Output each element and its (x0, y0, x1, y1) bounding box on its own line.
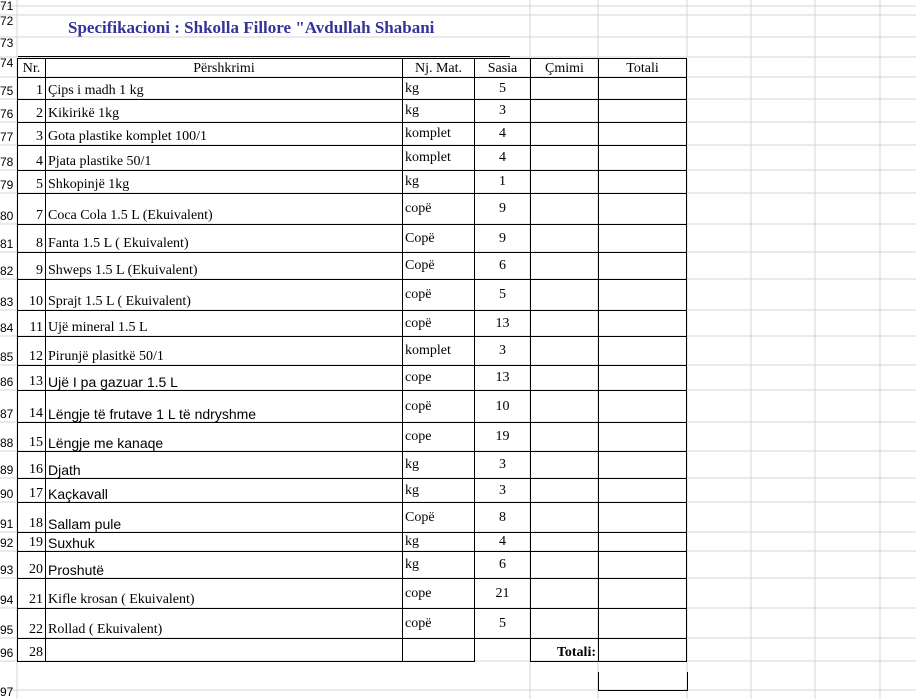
cell-price[interactable] (531, 78, 599, 100)
row-header[interactable]: 85 (0, 351, 14, 363)
cell-description[interactable]: Sprajt 1.5 L ( Ekuivalent) (46, 280, 403, 311)
cell-nr[interactable]: 3 (18, 123, 46, 146)
cell-quantity[interactable]: 4 (475, 146, 531, 171)
cell-description[interactable]: Shkopinjë 1kg (46, 171, 403, 194)
cell-price[interactable] (531, 391, 599, 423)
cell-quantity[interactable]: 6 (475, 253, 531, 280)
total-label[interactable]: Totali: (531, 639, 599, 662)
cell-unit[interactable]: cope (403, 366, 475, 391)
cell-quantity[interactable]: 3 (475, 100, 531, 123)
row-header[interactable]: 96 (0, 647, 14, 659)
table-row (18, 311, 687, 337)
row-header[interactable]: 78 (0, 156, 14, 168)
cell-total[interactable] (599, 146, 687, 171)
cell-price[interactable] (531, 280, 599, 311)
row-header[interactable]: 71 (0, 0, 14, 12)
spec-table (17, 58, 687, 662)
title-underline (18, 56, 510, 57)
table-row (18, 337, 687, 366)
table-row (18, 552, 687, 579)
cell-quantity[interactable]: 10 (475, 391, 531, 423)
cell-description[interactable]: Lëngje me kanaqe (46, 423, 403, 452)
cell-quantity[interactable]: 6 (475, 552, 531, 579)
cell-description[interactable]: Ujë I pa gazuar 1.5 L (46, 366, 403, 391)
cell-description[interactable]: Ujë mineral 1.5 L (46, 311, 403, 337)
cell-description[interactable]: Pjata plastike 50/1 (46, 146, 403, 171)
cell-unit[interactable]: kg (403, 171, 475, 194)
cell-nr[interactable]: 11 (18, 311, 46, 337)
cell-description[interactable]: Fanta 1.5 L ( Ekuivalent) (46, 225, 403, 253)
row-header[interactable]: 84 (0, 322, 14, 334)
cell-quantity[interactable]: 21 (475, 579, 531, 609)
cell-description[interactable]: Kaçkavall (46, 479, 403, 503)
cell-total[interactable] (599, 123, 687, 146)
table-row (18, 366, 687, 391)
cell-price[interactable] (531, 609, 599, 639)
cell-price[interactable] (531, 146, 599, 171)
cell-price[interactable] (531, 552, 599, 579)
cell-description[interactable]: Gota plastike komplet 100/1 (46, 123, 403, 146)
row-header[interactable]: 86 (0, 376, 14, 388)
header-total[interactable]: Totali (599, 59, 687, 78)
table-row (18, 423, 687, 452)
header-unit[interactable]: Nj. Mat. (403, 59, 475, 78)
table-row (18, 171, 687, 194)
cell-nr[interactable]: 9 (18, 253, 46, 280)
cell-unit[interactable]: copë (403, 391, 475, 423)
row-header[interactable]: 72 (0, 15, 14, 27)
row-header[interactable]: 79 (0, 179, 14, 191)
cell-total[interactable] (599, 452, 687, 479)
cell-total[interactable] (599, 194, 687, 225)
cell-quantity[interactable]: 5 (475, 280, 531, 311)
cell-unit[interactable]: cope (403, 423, 475, 452)
table-row (18, 391, 687, 423)
table-row (18, 579, 687, 609)
cell-total[interactable] (599, 311, 687, 337)
cell-price[interactable] (531, 194, 599, 225)
table-row (18, 280, 687, 311)
cell-nr[interactable]: 22 (18, 609, 46, 639)
cell-quantity[interactable]: 13 (475, 366, 531, 391)
cell-price[interactable] (531, 452, 599, 479)
row-header[interactable]: 75 (0, 85, 14, 97)
cell-nr[interactable]: 10 (18, 280, 46, 311)
cell-unit[interactable]: copë (403, 311, 475, 337)
cell-quantity[interactable] (475, 639, 531, 662)
table-row (18, 609, 687, 639)
row-header[interactable]: 82 (0, 265, 14, 277)
table-row (18, 225, 687, 253)
cell-description[interactable]: Djath (46, 452, 403, 479)
cell-quantity[interactable]: 8 (475, 503, 531, 533)
cell-description[interactable]: Çips i madh 1 kg (46, 78, 403, 100)
cell-quantity[interactable]: 4 (475, 533, 531, 552)
table-row (18, 479, 687, 503)
cell-nr[interactable]: 16 (18, 452, 46, 479)
cell-nr[interactable]: 7 (18, 194, 46, 225)
row-header[interactable]: 91 (0, 518, 14, 530)
row-header[interactable]: 74 (0, 57, 14, 69)
header-description[interactable]: Përshkrimi (46, 59, 403, 78)
cell-nr[interactable]: 2 (18, 100, 46, 123)
table-row (18, 194, 687, 225)
cell-unit[interactable]: copë (403, 280, 475, 311)
table-row (18, 78, 687, 100)
cell-unit[interactable]: copë (403, 609, 475, 639)
cell-quantity[interactable]: 3 (475, 337, 531, 366)
table-row-final (18, 639, 687, 662)
cell-price[interactable] (531, 311, 599, 337)
cell-nr[interactable]: 8 (18, 225, 46, 253)
cell-quantity[interactable]: 3 (475, 479, 531, 503)
row-header[interactable]: 92 (0, 537, 14, 549)
cell-quantity[interactable]: 5 (475, 609, 531, 639)
table-row (18, 100, 687, 123)
cell-nr[interactable]: 17 (18, 479, 46, 503)
cell-quantity[interactable]: 1 (475, 171, 531, 194)
cell-nr[interactable]: 21 (18, 579, 46, 609)
row-header[interactable]: 83 (0, 296, 14, 308)
cell-description[interactable]: Rollad ( Ekuivalent) (46, 609, 403, 639)
cell-total[interactable] (599, 78, 687, 100)
cell-description[interactable]: Coca Cola 1.5 L (Ekuivalent) (46, 194, 403, 225)
cell-quantity[interactable]: 13 (475, 311, 531, 337)
cell-description[interactable]: Shweps 1.5 L (Ekuivalent) (46, 253, 403, 280)
cell-quantity[interactable]: 9 (475, 194, 531, 225)
table-row (18, 123, 687, 146)
cell-unit[interactable]: Copë (403, 503, 475, 533)
cell-price[interactable] (531, 533, 599, 552)
cell-unit[interactable]: kg (403, 533, 475, 552)
row-header[interactable]: 93 (0, 564, 14, 576)
cell-unit[interactable]: komplet (403, 337, 475, 366)
row-header[interactable]: 81 (0, 238, 14, 250)
cell-total[interactable] (599, 225, 687, 253)
cell-total[interactable] (599, 423, 687, 452)
row-header[interactable]: 87 (0, 408, 14, 420)
cell-quantity[interactable]: 4 (475, 123, 531, 146)
table-row (18, 533, 687, 552)
table-row (18, 146, 687, 171)
cell-unit[interactable]: copë (403, 194, 475, 225)
cell-description[interactable]: Suxhuk (46, 533, 403, 552)
cell-unit[interactable]: Copë (403, 253, 475, 280)
cell-nr[interactable]: 1 (18, 78, 46, 100)
row-header[interactable]: 89 (0, 464, 14, 476)
cell-quantity[interactable]: 5 (475, 78, 531, 100)
cell-nr[interactable]: 14 (18, 391, 46, 423)
cell-description[interactable]: Sallam pule (46, 503, 403, 533)
row-header[interactable]: 88 (0, 437, 14, 449)
row-header[interactable]: 77 (0, 131, 14, 143)
row-header[interactable]: 73 (0, 37, 14, 49)
cell-unit[interactable]: kg (403, 552, 475, 579)
cell-nr[interactable]: 18 (18, 503, 46, 533)
cell-unit[interactable]: kg (403, 479, 475, 503)
cell-total[interactable] (599, 337, 687, 366)
cell-total[interactable] (599, 280, 687, 311)
cell-quantity[interactable]: 19 (475, 423, 531, 452)
cell-unit[interactable]: Copë (403, 225, 475, 253)
cell-price[interactable] (531, 171, 599, 194)
cell-unit[interactable]: komplet (403, 146, 475, 171)
cell-price[interactable] (531, 100, 599, 123)
row-header[interactable]: 95 (0, 624, 14, 636)
cell-price[interactable] (531, 423, 599, 452)
row-header[interactable]: 94 (0, 594, 14, 606)
cell-price[interactable] (531, 225, 599, 253)
header-row (18, 59, 687, 78)
page-title: Specifikacioni : Shkolla Fillore "Avdullah Shabani (68, 18, 435, 37)
cell-price[interactable] (531, 123, 599, 146)
cell-total[interactable] (599, 552, 687, 579)
cell-description[interactable]: Pirunjë plasitkë 50/1 (46, 337, 403, 366)
cell-total[interactable] (599, 253, 687, 280)
extra-total-cell[interactable] (598, 672, 688, 691)
cell-total[interactable] (599, 479, 687, 503)
cell-quantity[interactable]: 3 (475, 452, 531, 479)
cell-description[interactable]: Lëngje të frutave 1 L të ndryshme (46, 391, 403, 423)
cell-description[interactable] (46, 639, 403, 662)
cell-total[interactable] (599, 533, 687, 552)
cell-unit[interactable]: kg (403, 100, 475, 123)
cell-nr[interactable]: 4 (18, 146, 46, 171)
cell-nr[interactable]: 28 (18, 639, 46, 662)
cell-unit[interactable]: komplet (403, 123, 475, 146)
table-row (18, 503, 687, 533)
cell-unit[interactable] (403, 639, 475, 662)
row-header[interactable]: 80 (0, 210, 14, 222)
row-header[interactable]: 97 (0, 686, 14, 698)
table-row (18, 452, 687, 479)
grand-total-cell[interactable] (599, 639, 687, 662)
cell-nr[interactable]: 12 (18, 337, 46, 366)
cell-total[interactable] (599, 100, 687, 123)
cell-unit[interactable]: kg (403, 452, 475, 479)
header-price[interactable]: Çmimi (531, 59, 599, 78)
cell-quantity[interactable]: 9 (475, 225, 531, 253)
cell-price[interactable] (531, 337, 599, 366)
cell-total[interactable] (599, 609, 687, 639)
cell-description[interactable]: Kifle krosan ( Ekuivalent) (46, 579, 403, 609)
cell-description[interactable]: Proshutë (46, 552, 403, 579)
cell-nr[interactable]: 20 (18, 552, 46, 579)
cell-total[interactable] (599, 171, 687, 194)
cell-total[interactable] (599, 503, 687, 533)
cell-price[interactable] (531, 253, 599, 280)
cell-nr[interactable]: 19 (18, 533, 46, 552)
cell-price[interactable] (531, 366, 599, 391)
cell-total[interactable] (599, 391, 687, 423)
cell-total[interactable] (599, 579, 687, 609)
cell-nr[interactable]: 5 (18, 171, 46, 194)
cell-nr[interactable]: 13 (18, 366, 46, 391)
header-nr[interactable]: Nr. (18, 59, 46, 78)
row-header[interactable]: 76 (0, 108, 14, 120)
cell-price[interactable] (531, 479, 599, 503)
row-header[interactable]: 90 (0, 488, 14, 500)
cell-total[interactable] (599, 366, 687, 391)
cell-nr[interactable]: 15 (18, 423, 46, 452)
cell-price[interactable] (531, 579, 599, 609)
table-row (18, 253, 687, 280)
cell-unit[interactable]: cope (403, 579, 475, 609)
cell-unit[interactable]: kg (403, 78, 475, 100)
header-quantity[interactable]: Sasia (475, 59, 531, 78)
cell-description[interactable]: Kikirikë 1kg (46, 100, 403, 123)
cell-price[interactable] (531, 503, 599, 533)
